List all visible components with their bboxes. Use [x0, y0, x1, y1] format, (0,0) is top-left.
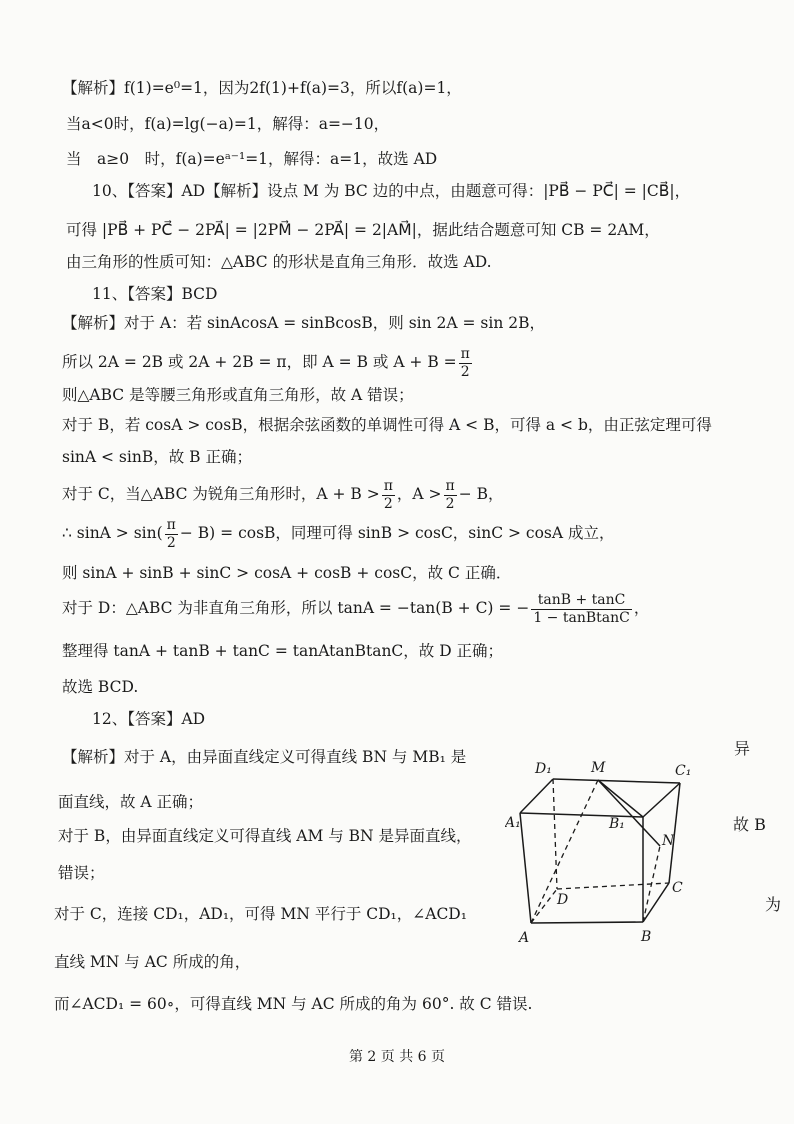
line-16-text-a: 对于 D：△ABC 为非直角三角形，所以 tanA = −tan(B + C) = −: [62, 599, 530, 617]
edge-b1-c1: [643, 783, 680, 817]
fraction-denominator: 1 − tanBtanC: [533, 609, 630, 626]
line-8: 【解析】对于 A：若 sinAcosA = sinBcosB，则 sin 2A = sin 2B，: [62, 314, 545, 332]
line-5: 可得 |PB⃗ + PC⃗ − 2PA⃗| = |2PM⃗ − 2PA⃗| = 2|AM⃗|，据此结合题意可知 CB = 2AM，: [66, 221, 660, 239]
side-text-yi: 异: [734, 739, 751, 758]
line-14: [62, 513, 615, 553]
label-b: B: [641, 929, 652, 945]
segment-m-b1: [598, 780, 643, 817]
line-14-text-a: ∴ sinA > sin(: [62, 524, 163, 542]
label-a1: A₁: [505, 815, 521, 831]
edge-a-b: [531, 922, 643, 923]
side-text-wei: 为: [765, 895, 782, 914]
line-q12-answer: 12、【答案】AD: [92, 710, 206, 728]
side-text-gu: 故 B: [733, 815, 766, 834]
line-22: 对于 B，由异面直线定义可得直线 AM 与 BN 是异面直线，: [58, 827, 472, 845]
label-d: D: [557, 892, 569, 908]
fraction-pi-over-2: [444, 478, 457, 513]
fraction-numerator: π: [166, 516, 176, 533]
fraction-denominator: 2: [460, 363, 470, 380]
label-d1: D₁: [535, 761, 552, 777]
line-13-text-c: − B，: [458, 485, 504, 503]
fraction-denominator: 2: [166, 534, 176, 551]
label-n: N: [662, 833, 675, 849]
line-13-text-a: 对于 C，当△ABC 为锐角三角形时，A + B >: [62, 485, 380, 503]
line-14-text-b: − B) = cosB，同理可得 sinB > cosC，sinC > cosA 成立，: [179, 524, 615, 542]
line-2: 当a<0时，f(a)=lg(−a)=1，解得：a=−10，: [66, 115, 390, 133]
line-6: 由三角形的性质可知：△ABC 的形状是直角三角形．故选 AD.: [66, 253, 492, 271]
label-a: A: [519, 930, 530, 946]
line-12: sinA < sinB，故 B 正确；: [62, 448, 252, 466]
line-1: 【解析】f(1)=e⁰=1，因为2f(1)+f(a)=3，所以f(a)=1，: [62, 79, 462, 97]
edge-c1-d1: [553, 779, 680, 783]
line-17: 整理得 tanA + tanB + tanC = tanAtanBtanC，故 D 正确；: [62, 642, 504, 660]
hidden-edge-d-c: [557, 883, 669, 889]
fraction-pi-over-2: [382, 478, 395, 513]
label-m: M: [591, 760, 606, 776]
fraction-numerator: π: [460, 345, 470, 362]
fraction-numerator: π: [445, 477, 455, 494]
line-16: [62, 588, 649, 628]
line-21: 面直线，故 A 正确；: [58, 793, 204, 811]
line-16-text-b: ，: [633, 599, 650, 617]
line-13-text-b: ，A >: [396, 485, 442, 503]
edge-d1-a1: [520, 779, 553, 813]
fraction-numerator: tanB + tanC: [531, 592, 632, 610]
line-20: 【解析】对于 A，由异面直线定义可得直线 BN 与 MB₁ 是: [62, 748, 467, 766]
fraction-denominator: 2: [383, 495, 393, 512]
fraction-tan: [531, 592, 632, 627]
line-13: [62, 474, 504, 514]
label-b1: B₁: [609, 816, 625, 832]
line-q11-answer: 11、【答案】BCD: [92, 285, 218, 303]
fraction-pi-over-2: [165, 517, 178, 552]
line-9: [62, 342, 474, 382]
line-3: 当 a≥0 时，f(a)=eᵃ⁻¹=1，解得：a=1，故选 AD: [66, 150, 438, 168]
fraction-pi-over-2: [459, 346, 472, 381]
line-24: 对于 C，连接 CD₁，AD₁，可得 MN 平行于 CD₁，∠ACD₁: [54, 905, 467, 923]
label-c1: C₁: [675, 763, 692, 779]
line-10: 则△ABC 是等腰三角形或直角三角形，故 A 错误；: [62, 386, 414, 404]
page-footer: 第 2 页 共 6 页: [348, 1049, 446, 1065]
line-q10-answer: 10、【答案】AD【解析】设点 M 为 BC 边的中点，由题意可得：|PB⃗ − PC⃗| = |CB⃗|，: [92, 182, 691, 200]
fraction-numerator: π: [383, 477, 393, 494]
line-15: 则 sinA + sinB + sinC > cosA + cosB + cosC，故 C 正确．: [62, 564, 512, 582]
segment-m-n: [598, 780, 660, 846]
line-25: 直线 MN 与 AC 所成的角，: [54, 953, 251, 971]
edge-a-a1: [520, 813, 531, 923]
line-11: 对于 B，若 cosA > cosB，根据余弦函数的单调性可得 A < B，可得 a < b，由正弦定理可得: [62, 416, 712, 434]
line-18: 故选 BCD.: [62, 678, 139, 696]
label-c: C: [672, 880, 683, 896]
line-23: 错误；: [58, 864, 105, 882]
line-9-text: 所以 2A = 2B 或 2A + 2B = π，即 A = B 或 A + B =: [62, 353, 457, 371]
fraction-denominator: 2: [445, 495, 455, 512]
cube-figure: [505, 755, 700, 955]
line-26: 而∠ACD₁ = 60∘，可得直线 MN 与 AC 所成的角为 60°. 故 C 错误.: [54, 995, 533, 1013]
